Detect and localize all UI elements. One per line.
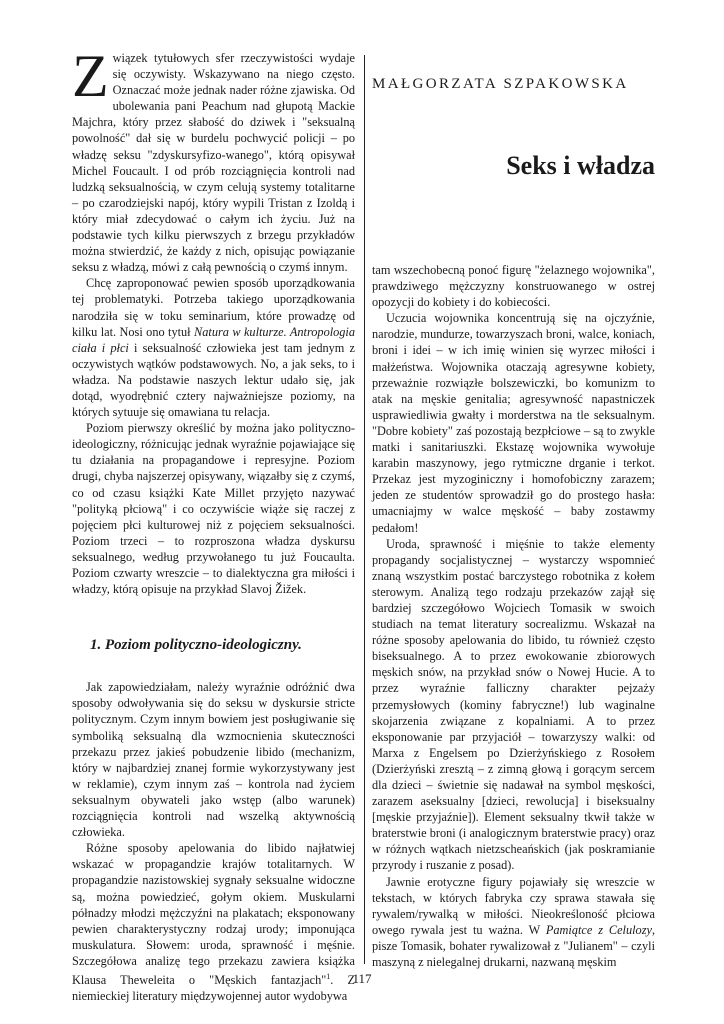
paragraph: Jak zapowiedziałam, należy wyraźnie odróżnić dwa sposoby odwoływania się do seksu w dyskursie stricte politycznym. Czym innym bowiem jest posługiwanie się symboliką seksualną dla wzmocnienia skuteczności przekazu przez jakieś pobudzenie libido (mechanizm, który w najbardziej znanej formie wykorzystywany jest w reklamie), czym innym zaś – kontrola nad życiem seksualnym obywateli jako wstęp (albo warunek) rozciągnięcia kontroli nad wszelką aktywnością człowieka. xyxy=(72,680,355,840)
paragraph-text: Chcę zaproponować pewien sposób uporządkowania tej problematyki. Potrzeba takiego uporządkowania narodziła się w toku seminarium, które prowadzę od kilku lat. Nosi ono tytuł xyxy=(72,276,355,339)
paragraph: Uroda, sprawność i mięśnie to także elementy propagandy socjalistycznej – wystarczy wspomnieć znaną wszystkim postać barczystego robotnika z kołem sterowym. Analizą tego rodzaju przekazów zajął się bardziej szczegółowo Wojciech Tomasik w swoich studiach na temat literatury socrealizmu. Wskazał na różne sposoby apelowania do libido, tu również często biseksualnego. A to przez ewokowanie zbiorowych męskich snów, na przykład snów o Nowej Hucie. A to przez wyraźnie falliczny charakter pejzaży przemysłowych (kominy fabryczne!) lub waginalne skojarzenia związane z kopalniami. A to przez eksponowanie par przyjaciół – towarzyszy walki: od Marxa z Engelsem po Dzierżyńskiego z Rosołem (Dzierżyński zresztą – z zimną głową i gorącym sercem dla dzieci – świetnie się nadawał na symbol męskości, zarazem aseksualny [dzieci, rewolucja] i biseksualny [męskie przyjaźnie]). Element seksualny tkwił także w braterstwie broni (i analogicznym braterstwie pracy) oraz w różnych wątkach nietzscheańskich (jak poskramianie przyrody i ruszanie z posad). xyxy=(372,536,655,873)
footnote-marker: 1 xyxy=(326,971,331,981)
paragraph: tam wszechobecną ponoć figurę "żelaznego wojownika", prawdziwego mężczyzny konstruowanego w ostrej opozycji do kobiety i do kobiecości. xyxy=(372,263,655,310)
book-title: Pamiątce z Celulozy xyxy=(545,922,652,937)
section-heading: 1. Poziom polityczno-ideologiczny. xyxy=(90,637,302,654)
paragraph-text: . Z niemieckiej literatury międzywojennej autor wydobywa xyxy=(72,973,355,1004)
paragraph xyxy=(72,275,355,420)
paragraph-text: Różne sposoby apelowania do libido najłatwiej wskazać w propagandzie krajów totalitarnych. W propagandzie nazistowskiej sygnały seksualne widoczne są, można powiedzieć, gołym okiem. Muskularni półnadzy młodzi mężczyźni na plakatach; eksponowany pewien charakterystyczny rodzaj urody; imponująca muskulatura. Słowem: uroda, sprawność i męśnie. Szczegółowa analizę tego przekazu zawiera książka Klausa Theweleita o "Męskich fantazjach" xyxy=(72,841,355,988)
page-number: 117 xyxy=(352,971,372,986)
column-rule xyxy=(364,55,365,964)
paragraph-text: Jawnie erotyczne figury pojawiały się wreszcie w tekstach, w których fabryka czy sprawa stawała się rywalem/rywalką w miłości. Nieokreśloność płciowa owego rywala jest tu ważna. W xyxy=(372,874,655,937)
paragraph: Poziom pierwszy określić by można jako polityczno-ideologiczny, różnicując jednak wyraźnie pojawiające się tu działania na propagandowe i represyjne. Poziom drugi, chyba najszerzej opisywany, wiązałby się z czymś, co od czasu książki Kate Millet przyjęto nazywać "polityką płciową" i co oczywiście wiąże się raczej z pojęciem płci kulturowej niż z pojęciem seksualności. Poziom trzeci – to rozproszona władza dyskursu seksualnego, według przywołanego tu już Foucaulta. Poziom czwarty wreszcie – to dialektyczna gra miłości i władzy, którą opisuje na przykład Slavoj Žižek. xyxy=(72,421,355,597)
paragraph: Uczucia wojownika koncentrują się na ojczyźnie, narodzie, mundurze, towarzyszach broni, walce, koniach, broni i idei – w ich imię winien się wyrzec miłości i małżeństwa. Wojownika otaczają agresywne kobiety, przeważnie rozwiązłe bolszewiczki, bo komunizm to atak na męskie genitalia; agresywność napastniczek usprawiedliwia gwałty i morderstwa na tle seksualnym. "Dobre kobiety" zaś pozostają bezpłciowe – są to zwykle matki i sanitariuszki. Ekstazę wojownika wywołuje karabin maszynowy, jego rytmiczne drganie i terkot. Przekaz jest myzoginiczny i homofobiczny zarazem; jeden ze studentów sprowadził go do prostego hasła: umacniajmy w walce męskość – baby zostawmy pedałom! xyxy=(372,311,655,535)
seminar-title: Natura w kulturze. Antropologia ciała i płci xyxy=(72,324,355,355)
paragraph xyxy=(72,43,355,275)
right-column xyxy=(372,262,655,970)
paragraph-text: , pisze Tomasik, bohater rywalizował z "Julianem" – czyli maszyną z nielegalnej drukarni, nazwaną męskim xyxy=(372,922,656,970)
drop-cap: Z xyxy=(72,43,109,109)
paragraph-text: i seksualność człowieka jest tam jednym z oczywistych wątków podstawowych. No, a jak seks, to i władza. Na podstawie naszych lektur udało się, jak dotąd, wyodrębnić cztery najważniejsze poziomy, na których sytuuje się omawiana tu relacja. xyxy=(72,340,355,420)
article-title: Seks i władza xyxy=(506,151,655,180)
paragraph-text: wiązek tytułowych sfer rzeczywistości wydaje się oczywisty. Wskazywano na niego często. Oznaczać może jednak nader różne zjawiska. Od ubolewania pani Peachum nad głupotą Mackie Majchra, który przez słabość do dziwek i "seksualną powolność" dał się w burdelu pochwycić policji – po władzę seksu "zdyskursyfizo-wanego", którą opisywał Michel Foucault. I od prób rozciągnięcia kontroli nad ludzką seksualnością, w czym celują systemy totalitarne – po czarodziejski napój, który wypili Tristan z Izoldą i który miał zdecydować o całym ich życiu. Już na podstawie tych kilku pierwszych z brzegu przykładów można stwierdzić, że każdy z nich, opisując powiązanie seksu z władzą, mówi z całą pewnością o czymś innym. xyxy=(72,51,355,275)
left-column xyxy=(72,43,355,1004)
author-name: MAŁGORZATA SZPAKOWSKA xyxy=(372,76,629,92)
article-header xyxy=(372,76,655,180)
paragraph xyxy=(372,874,655,971)
